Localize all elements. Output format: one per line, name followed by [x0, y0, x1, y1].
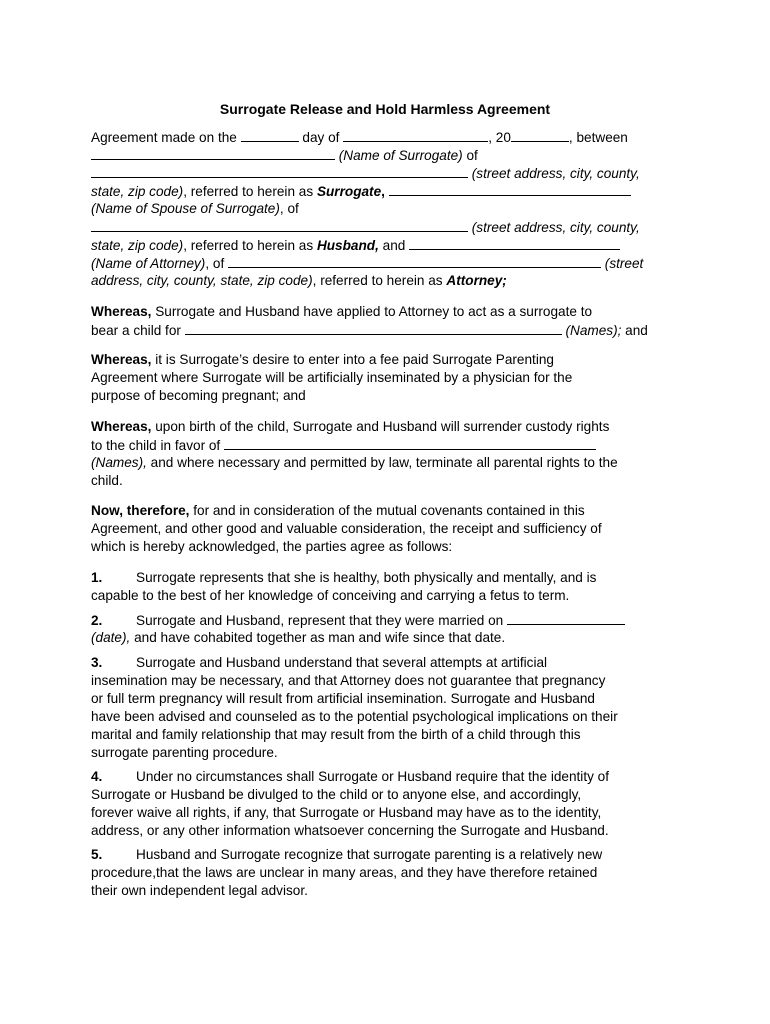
clause-number: 1.: [91, 570, 103, 585]
intro-line-7: state, zip code), referred to herein as Husband, and: [91, 236, 620, 255]
clause-number: 4.: [91, 769, 103, 784]
clause-1-line-2: capable to the best of her knowledge of conceiving and carrying a fetus to term.: [91, 588, 570, 603]
year-field[interactable]: [511, 128, 569, 142]
whereas-3-line-2: to the child in favor of: [91, 436, 596, 455]
whereas-3-line-3: (Names), and where necessary and permitted by law, terminate all parental rights to the: [91, 455, 618, 470]
whereas-1-line-2: bear a child for (Names); and: [91, 323, 648, 338]
clause-2-line-2: (date), and have cohabited together as man and wife since that date.: [91, 630, 506, 645]
marriage-date-field[interactable]: [507, 611, 625, 625]
spouse-address-field[interactable]: [91, 218, 468, 232]
intro-line-4: state, zip code), referred to herein as Surrogate,: [91, 182, 631, 201]
now-therefore-line-2: Agreement, and other good and valuable consideration, the receipt and sufficiency of: [91, 521, 602, 536]
intro-line-3: (street address, city, county,: [91, 164, 640, 183]
surrogate-name-field[interactable]: [91, 146, 335, 160]
whereas-2-line-2: Agreement where Surrogate will be artificially inseminated by a physician for the: [91, 370, 573, 385]
whereas-2-line-1: Whereas, it is Surrogate’s desire to enter into a fee paid Surrogate Parenting: [91, 352, 554, 367]
whereas-2-line-3: purpose of becoming pregnant; and: [91, 388, 306, 403]
now-therefore-line-1: Now, therefore, for and in consideration of the mutual covenants contained in this: [91, 503, 585, 518]
clause-number: 2.: [91, 613, 103, 628]
month-field[interactable]: [343, 128, 488, 142]
clause-3-line-5: marital and family relationship that may result from the birth of a child through this: [91, 727, 581, 742]
clause-3-line-6: surrogate parenting procedure.: [91, 745, 278, 760]
clause-5-line-1: 5. Husband and Surrogate recognize that surrogate parenting is a relatively new: [91, 847, 603, 862]
whereas-3-line-4: child.: [91, 473, 123, 488]
now-therefore-line-3: which is hereby acknowledged, the parties agree as follows:: [91, 539, 453, 554]
clause-3-line-2: insemination may be necessary, and that Attorney does not guarantee that pregnancy: [91, 673, 606, 688]
clause-3-line-3: or full term pregnancy will result from artificial insemination. Surrogate and Husband: [91, 691, 595, 706]
whereas-3-line-1: Whereas, upon birth of the child, Surrogate and Husband will surrender custody rights: [91, 419, 610, 434]
clause-3-line-1: 3. Surrogate and Husband understand that several attempts at artificial: [91, 655, 548, 670]
surrogate-address-field[interactable]: [91, 164, 468, 178]
clause-number: 3.: [91, 655, 103, 670]
clause-4-line-3: forever waive all rights, if any, that Surrogate or Husband may have as to the identity,: [91, 805, 602, 820]
intro-line-5: (Name of Spouse of Surrogate), of: [91, 201, 299, 216]
intro-line-1: Agreement made on the day of , 20 , between: [91, 130, 628, 145]
names-field-2[interactable]: [224, 436, 596, 450]
attorney-name-field[interactable]: [409, 236, 620, 250]
clause-1-line-1: 1. Surrogate represents that she is healthy, both physically and mentally, and is: [91, 570, 597, 585]
intro-line-9: address, city, county, state, zip code), referred to herein as Attorney;: [91, 273, 507, 288]
whereas-1-line-1: Whereas, Surrogate and Husband have applied to Attorney to act as a surrogate to: [91, 304, 593, 319]
clause-3-line-4: have been advised and counseled as to the potential psychological implications on their: [91, 709, 618, 724]
clause-5-line-2: procedure,that the laws are unclear in many areas, and they have therefore retained: [91, 865, 598, 880]
names-field-1[interactable]: [185, 321, 562, 335]
spouse-name-field[interactable]: [389, 182, 631, 196]
intro-line-2: (Name of Surrogate) of: [91, 146, 478, 165]
clause-number: 5.: [91, 847, 103, 862]
intro-line-6: (street address, city, county,: [91, 218, 640, 237]
clause-4-line-4: address, or any other information whatsoever concerning the Surrogate and Husband.: [91, 823, 609, 838]
clause-2-line-1: 2. Surrogate and Husband, represent that they were married on: [91, 611, 625, 630]
clause-4-line-2: Surrogate or Husband be divulged to the child or to anyone else, and accordingly,: [91, 787, 582, 802]
day-field[interactable]: [241, 128, 299, 142]
clause-4-line-1: 4. Under no circumstances shall Surrogate or Husband require that the identity of: [91, 769, 610, 784]
clause-5-line-3: their own independent legal advisor.: [91, 883, 308, 898]
intro-line-8: (Name of Attorney), of (street: [91, 256, 644, 271]
attorney-address-field[interactable]: [228, 254, 601, 268]
document-title: Surrogate Release and Hold Harmless Agreement: [219, 101, 551, 117]
